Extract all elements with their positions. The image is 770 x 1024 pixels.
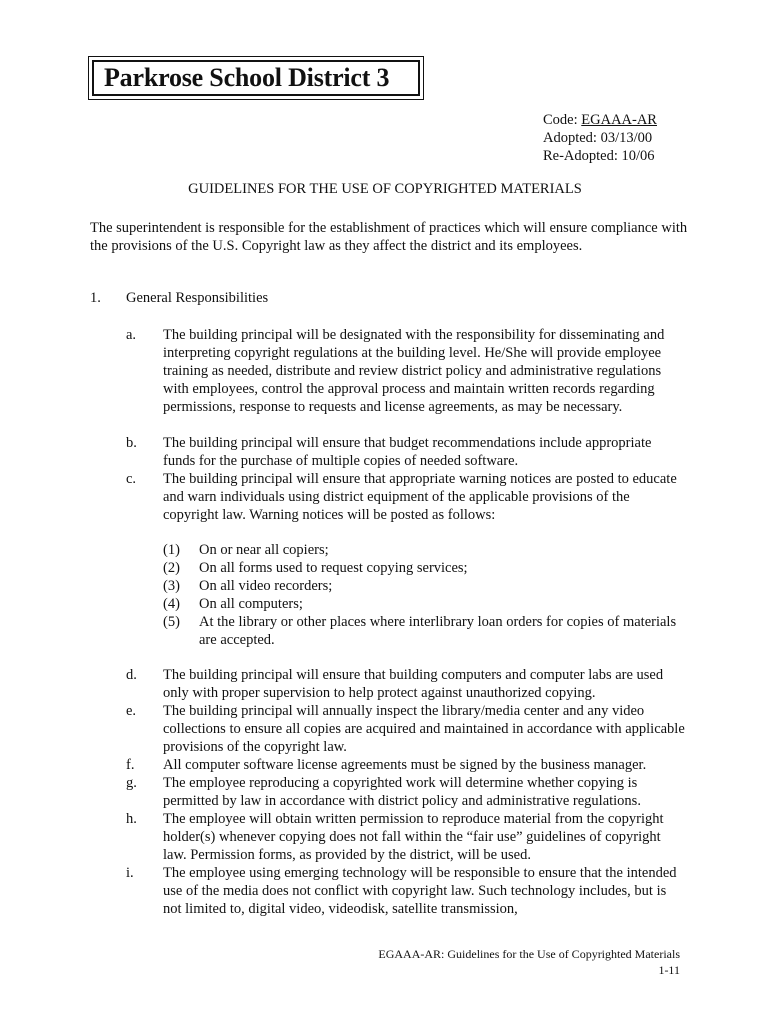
item-text: The building principal will ensure that appropriate warning notices are posted to educate and warn individuals using district equipment of the applicable provisions of the copyright law. Warning notices will be posted as follows:: [163, 471, 677, 523]
intro-paragraph: The superintendent is responsible for the establishment of practices which will ensure compliance with the provisions of the U.S. Copyright law as they affect the district and its employees.: [90, 220, 688, 254]
footer-document-title: EGAAA-AR: Guidelines for the Use of Copyrighted Materials: [378, 947, 680, 961]
item-label: i.: [126, 865, 134, 881]
readopted-date: Re-Adopted: 10/06: [543, 148, 655, 164]
district-name: Parkrose School District 3: [104, 63, 390, 92]
list-item-c: [126, 470, 686, 524]
list-item-e: [126, 702, 686, 756]
sub-item-text: On all computers;: [199, 596, 303, 612]
sub-item-label: (5): [163, 614, 180, 630]
list-item-f: [126, 756, 686, 774]
list-item-g: [126, 774, 686, 810]
page-footer: [378, 946, 680, 978]
item-label: a.: [126, 327, 137, 343]
item-label: g.: [126, 775, 137, 791]
sub-item-label: (2): [163, 560, 180, 576]
item-text: The employee reproducing a copyrighted work will determine whether copying is permitted by law in accordance with district policy and administrative regulations.: [163, 775, 641, 809]
adopted-date: Adopted: 03/13/00: [543, 130, 653, 146]
item-label: c.: [126, 471, 137, 487]
sub-item-5: [163, 613, 683, 649]
item-text: The building principal will ensure that building computers and computer labs are used only with proper supervision to help protect against unauthorized copying.: [163, 667, 664, 701]
sub-item-text: On all video recorders;: [199, 578, 333, 594]
sub-item-1: [163, 541, 683, 559]
item-text: The building principal will annually inspect the library/media center and any video collections to ensure all copies are acquired and maintained in accordance with applicable provisions of the copyright law.: [163, 703, 685, 755]
item-label: b.: [126, 435, 137, 451]
list-item-a: [126, 326, 686, 416]
item-label: f.: [126, 757, 135, 773]
list-item-h: [126, 810, 686, 864]
section-number: 1.: [90, 290, 101, 306]
item-text: All computer software license agreements must be signed by the business manager.: [163, 757, 647, 773]
document-title: GUIDELINES FOR THE USE OF COPYRIGHTED MATERIALS: [188, 181, 582, 197]
item-label: e.: [126, 703, 137, 719]
sub-item-label: (3): [163, 578, 180, 594]
district-name-box: [88, 56, 424, 100]
code-label: Code:: [543, 112, 582, 128]
footer-page-number: 1-11: [658, 963, 680, 977]
item-label: h.: [126, 811, 137, 827]
policy-code: EGAAA-AR: [581, 112, 657, 128]
sub-item-text: On all forms used to request copying services;: [199, 560, 468, 576]
item-text: The building principal will be designated with the responsibility for disseminating and interpreting copyright regulations at the building level. He/She will provide employee training as needed, distribute and review district policy and administrative regulations with employees, control the approval process and maintain written records regarding permissions, response to requests and license agreements, as may be necessary.: [163, 327, 665, 415]
sub-item-4: [163, 595, 683, 613]
sub-item-3: [163, 577, 683, 595]
sub-item-label: (1): [163, 542, 180, 558]
list-item-i: [126, 864, 686, 918]
policy-metadata: [543, 111, 657, 165]
sub-item-label: (4): [163, 596, 180, 612]
item-text: The employee using emerging technology will be responsible to ensure that the intended use of the media does not conflict with copyright law. Such technology includes, but is not limited to, digital video, videodisk, satellite transmission,: [163, 865, 677, 917]
list-item-b: [126, 434, 686, 470]
sub-item-2: [163, 559, 683, 577]
sub-item-text: On or near all copiers;: [199, 542, 329, 558]
item-text: The employee will obtain written permission to reproduce material from the copyright holder(s) whenever copying does not fall within the “fair use” guidelines of copyright law. Permission forms, as provided by the district, will be used.: [163, 811, 664, 863]
section-title: General Responsibilities: [126, 290, 269, 306]
sub-item-text: At the library or other places where interlibrary loan orders for copies of materials are accepted.: [199, 614, 677, 648]
item-text: The building principal will ensure that budget recommendations include appropriate funds for the purchase of multiple copies of needed software.: [163, 435, 652, 469]
list-item-d: [126, 666, 686, 702]
item-label: d.: [126, 667, 137, 683]
